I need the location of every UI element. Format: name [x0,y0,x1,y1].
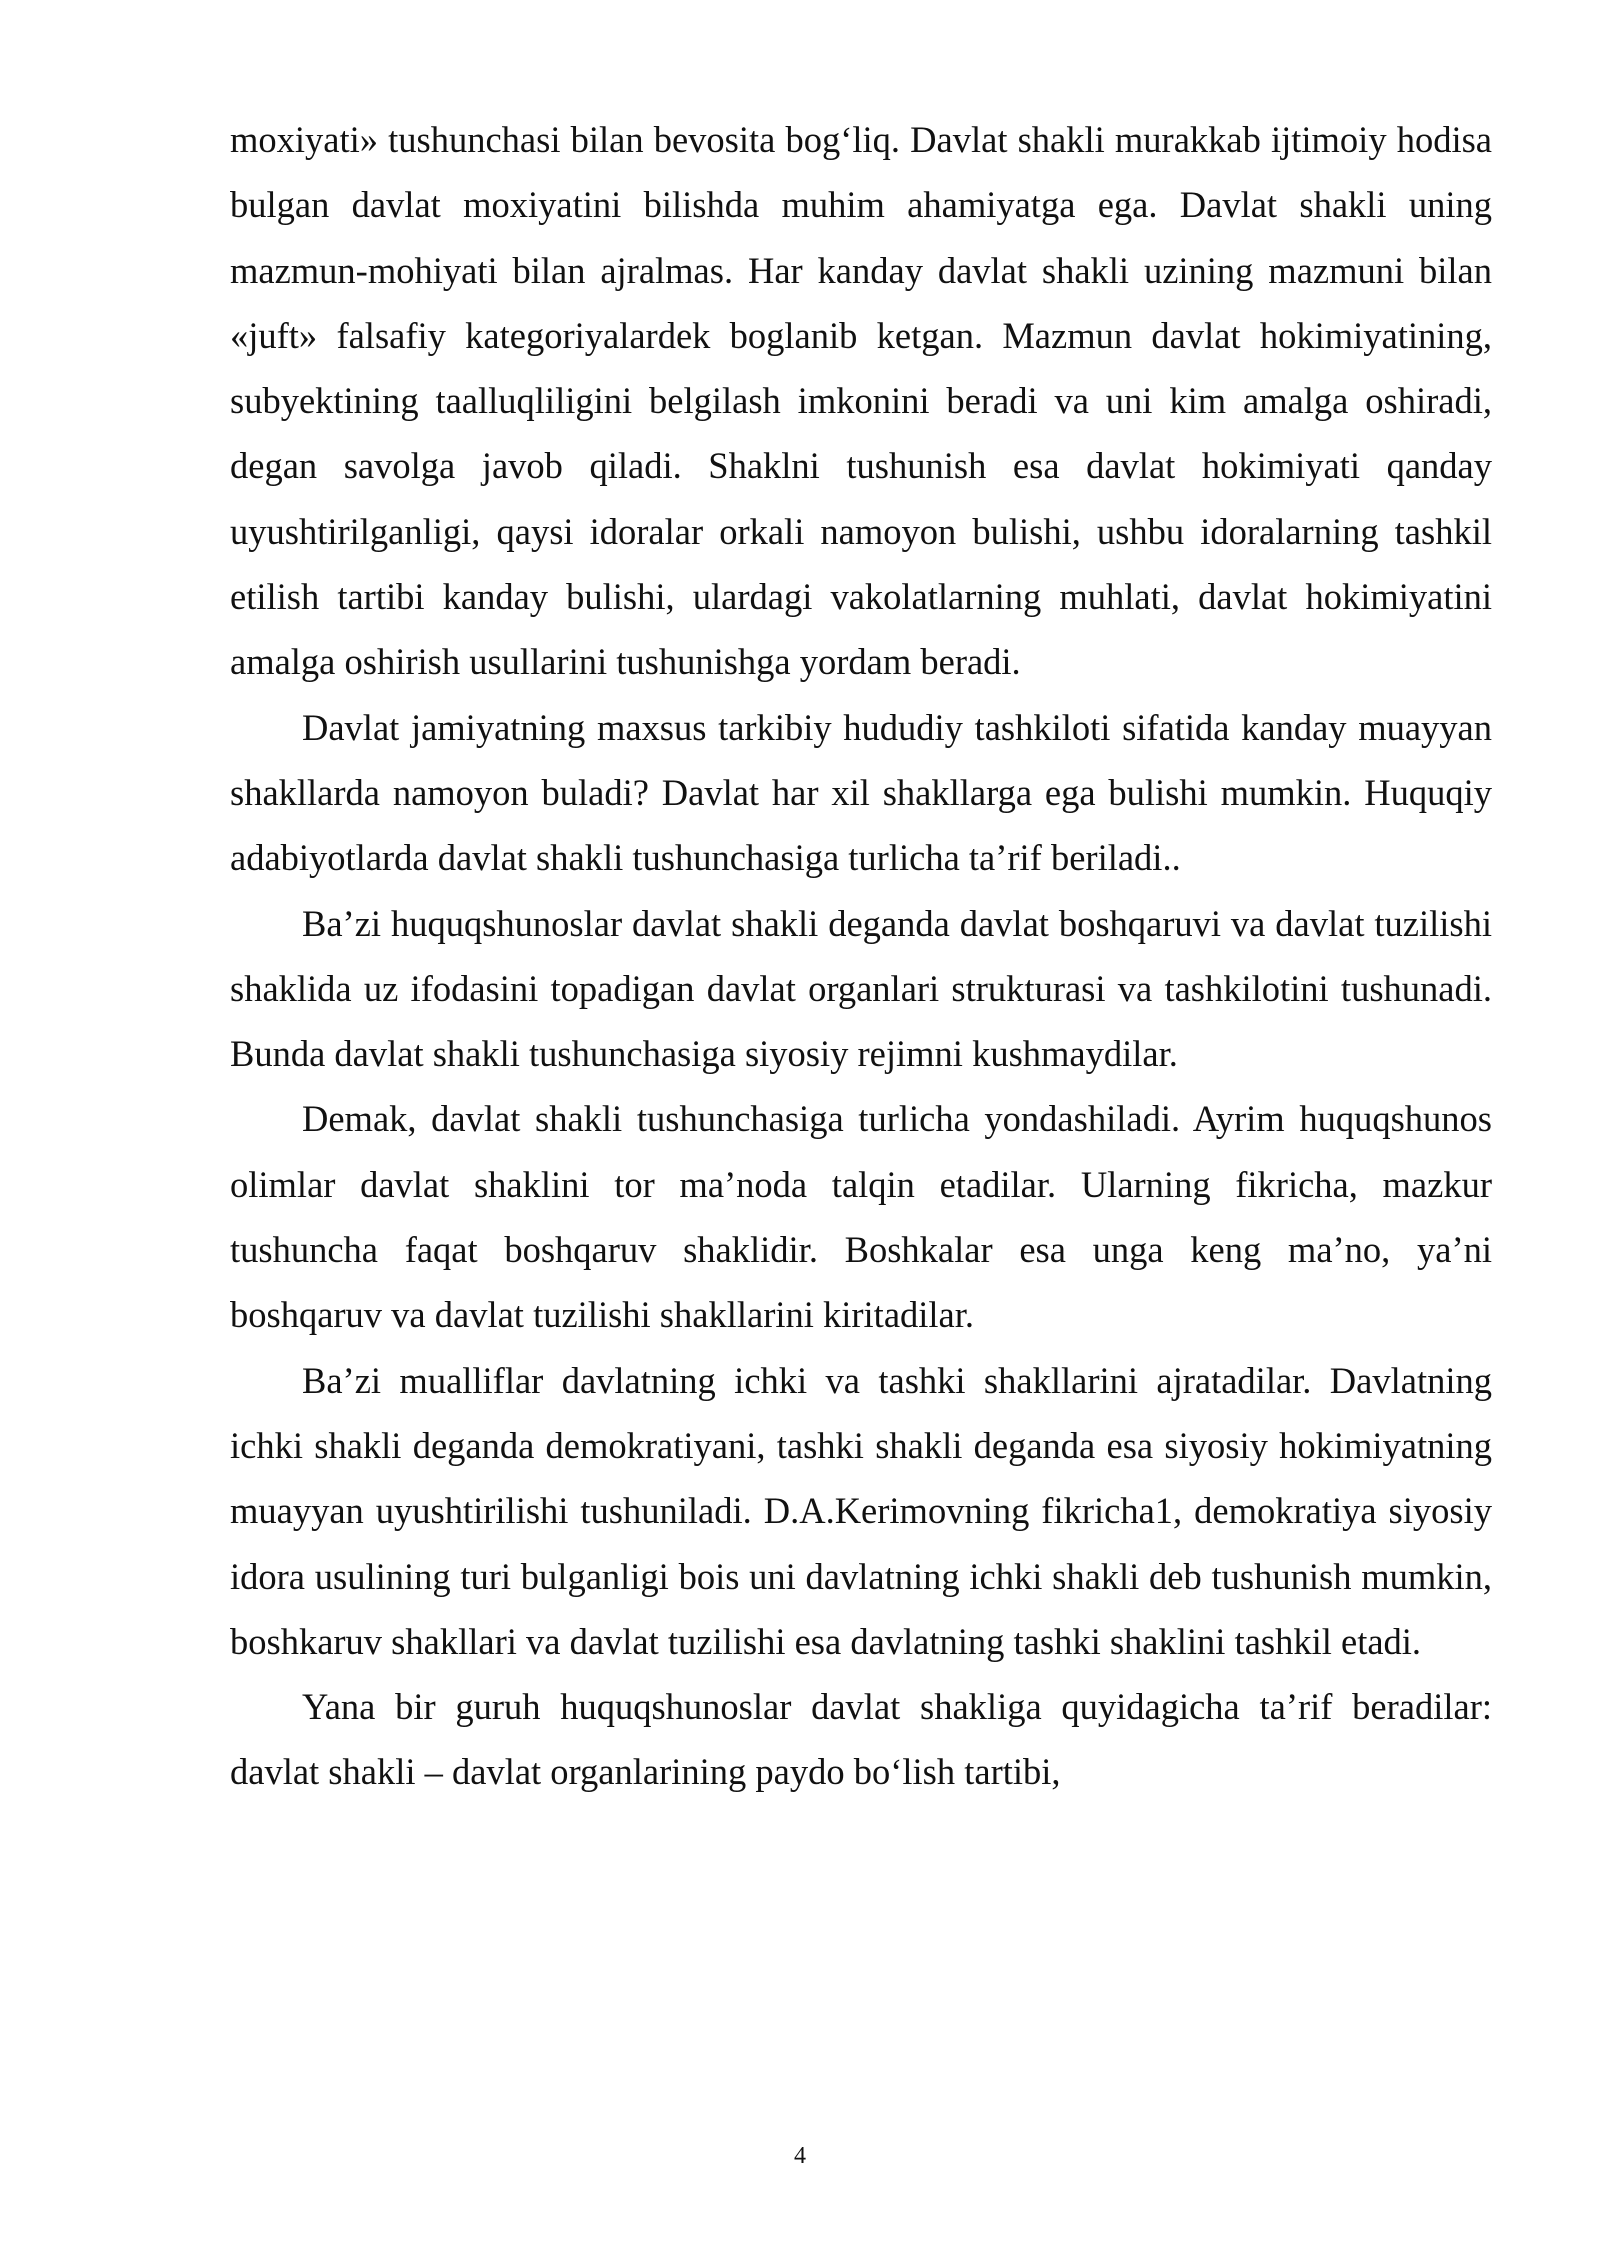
paragraph-another-group: Yana bir guruh huquqshunoslar davlat shakliga quyidagicha ta’rif beradilar: davlat shakli – davlat organlarining paydo bo‘lish tartibi, [230,1686,1492,1793]
paragraph-some-lawyers: Ba’zi huquqshunoslar davlat shakli deganda davlat boshqaruvi va davlat tuzilishi shaklida uz ifodasini topadigan davlat organlari strukturasi va tashkilotini tushunadi. Bunda davlat shakli tushunchasiga siyosiy rejimni kushmaydilar. [230,902,1492,1075]
paragraph-continuation: moxiyati» tushunchasi bilan bevosita bog‘liq. Davlat shakli murakkab ijtimoiy hodisa bulgan davlat moxiyatini bilishda muhim ahamiyatga ega. Davlat shakli uning mazmun-mohiyati bilan ajralmas. Har kanday davlat shakli uzining mazmuni bilan «juft» falsafiy kategoriyalardek boglanib ketgan. Mazmun davlat hokimiyatining, subyektining taalluqliligini belgilash imkonini beradi va uni kim amalga oshiradi, degan savolga javob qiladi. Shaklni tushunish esa davlat hokimiyati qanday uyushtirilganligi, qaysi idoralar orkali namoyon bulishi, ushbu idoralarning tashkil etilish tartibi kanday bulishi, ulardagi vakolatlarning muhlati, davlat hokimiyatini amalga oshirish usullarini tushunishga yordam beradi. [230,119,1492,683]
paragraph-approaches: Demak, davlat shakli tushunchasiga turlicha yondashiladi. Ayrim huquqshunos olimlar davlat shaklini tor ma’noda talqin etadilar. Ularning fikricha, mazkur tushuncha faqat boshqaruv shaklidir. Boshkalar esa unga keng ma’no, ya’ni boshqaruv va davlat tuzilishi shakllarini kiritadilar. [230,1098,1492,1336]
paragraph-state-forms: Davlat jamiyatning maxsus tarkibiy hududiy tashkiloti sifatida kanday muayyan shakllarda namoyon buladi? Davlat har xil shakllarga ega bulishi mumkin. Huquqiy adabiyotlarda davlat shakli tushunchasiga turlicha ta’rif beriladi.. [230,706,1492,879]
page-number: 4 [794,2143,806,2169]
paragraph-internal-external: Ba’zi mualliflar davlatning ichki va tashki shakllarini ajratadilar. Davlatning ichki shakli deganda demokratiyani, tashki shakli deganda esa siyosiy hokimiyatning muayyan uyushtirilishi tushuniladi. D.A.Kerimovning fikricha1, demokratiya siyosiy idora usulining turi bulganligi bois uni davlatning ichki shakli deb tushunish mumkin, boshkaruv shakllari va davlat tuzilishi esa davlatning tashki shaklini tashkil etadi. [230,1359,1492,1662]
body-text [230,107,1492,1805]
